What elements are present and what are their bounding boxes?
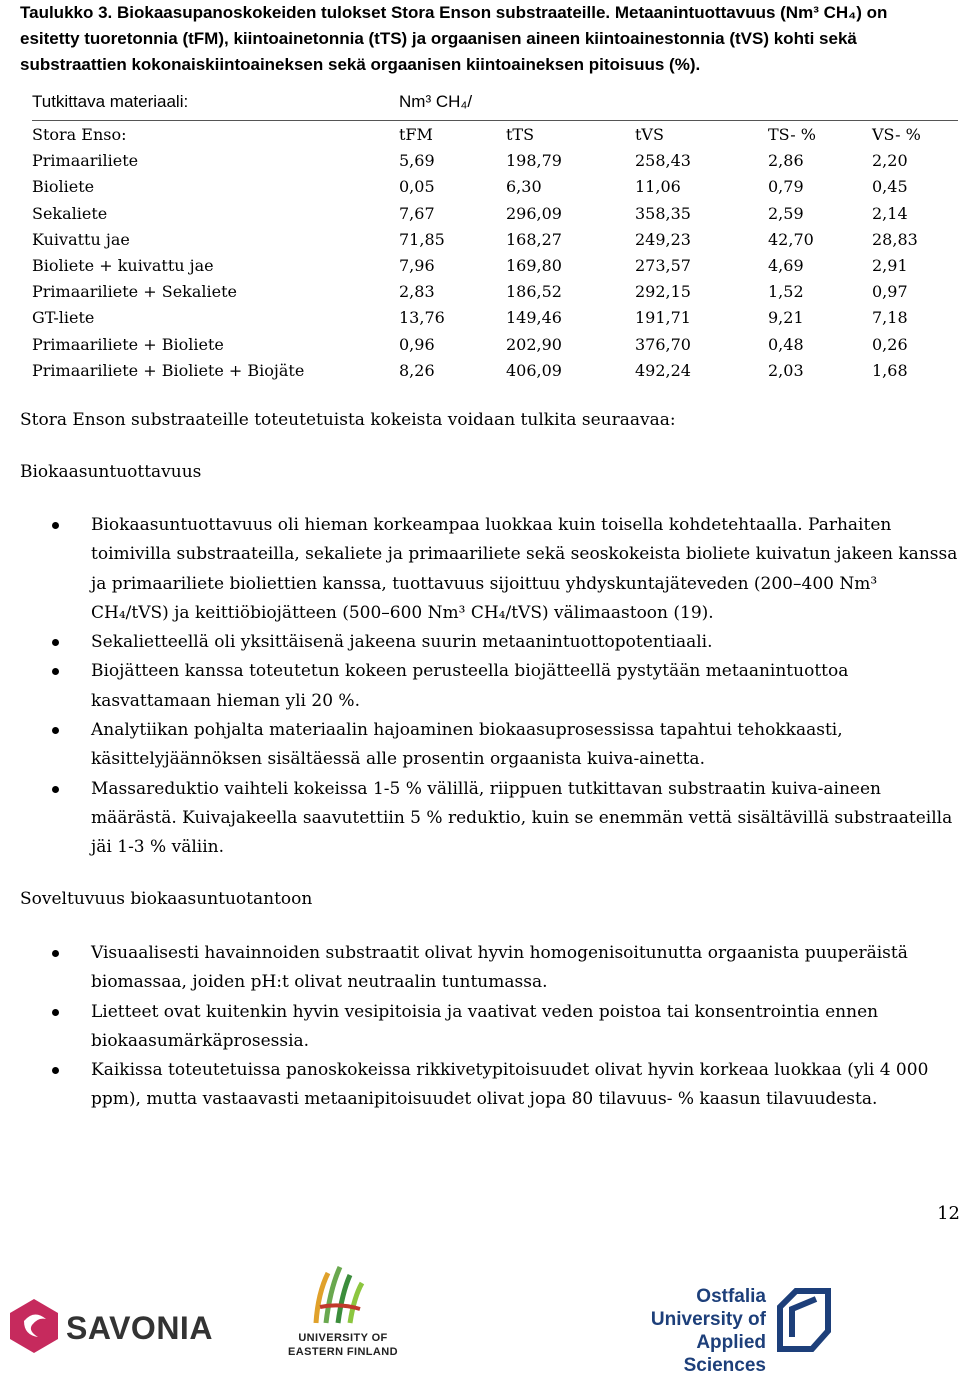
header-unit: Nm³ CH₄/ [399,92,473,111]
table-cell: TS- % [768,125,816,144]
table-header [32,90,958,120]
table-cell: 1,52 [768,282,804,302]
table-cell: 11,06 [635,177,681,197]
intro-text: Stora Enson substraateille toteutetuista kokeista voidaan tulkita seuraavaa: [20,410,676,430]
table-row [32,148,958,174]
table-cell: 0,97 [872,282,908,302]
bullet-icon [52,639,59,646]
table-cell: tFM [399,125,433,144]
table-cell: 13,76 [399,308,445,328]
table-cell: 1,68 [872,360,908,380]
bullet-icon [52,668,59,675]
suitability-bullet-list [20,939,960,1115]
table-cell: 4,69 [768,255,804,275]
uef-logo-text [283,1331,403,1359]
bullet-icon [52,1067,59,1074]
table-cell: tTS [506,125,535,144]
table-cell: 0,26 [872,334,908,354]
list-item-text: Lietteet ovat kuitenkin hyvin vesipitoisia ja vaativat veden poistoa tai konsentrointia ennen biokaasumärkäprosessia. [91,1001,879,1051]
table-cell: Primaariliete + Sekaliete [32,282,237,302]
bullet-icon [52,786,59,793]
table-cell: Kuivattu jae [32,229,130,249]
table-cell: GT-liete [32,308,95,328]
ostfalia-logo-line3: Applied Sciences [683,1332,766,1376]
list-item-text: Biojätteen kanssa toteutetun kokeen perusteella biojätteellä pystytään metaanintuottoa kasvattamaan hieman yli 20 %. [91,661,849,711]
table-cell: Stora Enso: [32,125,127,144]
table-cell: 273,57 [635,255,691,275]
table-cell: 0,48 [768,334,804,354]
table-cell: 0,79 [768,177,804,197]
table-cell: 191,71 [635,308,691,328]
list-item-text: Massareduktio vaihteli kokeissa 1-5 % välillä, riippuen tutkittavan substraatin kuiva-aineen määrästä. Kuivajakeella saavutettiin 5 % reduktio, kuin se enemmän vettä sisältävillä substraateilla jäi 1-3 % väliin. [91,778,953,858]
list-item [20,657,960,716]
table-cell: 7,18 [872,308,908,328]
table-row [32,253,958,279]
table-cell: 202,90 [506,334,562,354]
list-item-text: Biokaasuntuottavuus oli hieman korkeampaa luokkaa kuin toisella kohdetehtaalla. Parhaiten toimivilla substraateilla, sekaliete ja primaariliete sekä seoskokeista bioliete kuivatun jakeen kanssa ja primaariliete bioliettien kanssa, tuottavuus sijoittuu yhdyskuntajäteveden (200–400 Nm³ CH₄/tVS) ja keittiöbiojätteen (500–600 Nm³ CH₄/tVS) välimaastoon (19). [91,515,958,623]
ostfalia-logo-icon [776,1287,832,1353]
table-row [32,174,958,200]
table-cell: 7,96 [399,255,435,275]
table-cell: 292,15 [635,282,691,302]
table-cell: 42,70 [768,229,814,249]
table-cell: 376,70 [635,334,691,354]
table-cell: 186,52 [506,282,562,302]
list-item-text: Kaikissa toteutetuissa panoskokeissa rikkivetypitoisuudet olivat hyvin korkeaa luokkaa (yli 4 000 ppm), mutta vastaavasti metaanipitoisuudet olivat jopa 80 tilavuus- % kaasun tilavuudesta. [91,1060,929,1110]
ostfalia-logo-line2: University of [650,1309,766,1330]
table-cell: 9,21 [768,308,804,328]
table-cell: 169,80 [506,255,562,275]
table-cell: 0,96 [399,334,435,354]
table-cell: 28,83 [872,229,918,249]
section-heading-suitability: Soveltuvuus biokaasuntuotantoon [20,889,313,909]
table-cell: 406,09 [506,360,562,380]
list-item [20,511,960,628]
bullet-icon [52,727,59,734]
bullet-icon [52,950,59,957]
table-row [32,332,958,358]
list-item-text: Visuaalisesti havainnoiden substraatit olivat hyvin homogenisoitunutta orgaanista puuperäistä biomassaa, joiden pH:t olivat neutraalin tuntumassa. [91,943,908,993]
footer-logos [0,1255,960,1376]
table-cell: tVS [635,125,664,144]
table-row [32,227,958,253]
table-cell: 71,85 [399,229,445,249]
list-item [20,716,960,775]
uef-logo-icon [310,1263,370,1329]
table-cell: 198,79 [506,151,562,171]
table-cell: 2,86 [768,151,804,171]
table-cell: 2,83 [399,282,435,302]
table-row [32,305,958,331]
table-cell: Bioliete [32,177,95,197]
bullet-icon [52,1009,59,1016]
table-cell: 2,20 [872,151,908,171]
table-row [32,122,958,148]
table-cell: 7,67 [399,203,435,223]
list-item [20,628,960,657]
table-cell: 8,26 [399,360,435,380]
table-cell: 149,46 [506,308,562,328]
uef-logo-line1: UNIVERSITY OF [298,1332,388,1344]
table-cell: Primaariliete + Bioliete [32,334,224,354]
table-cell: 2,91 [872,255,908,275]
table-cell: 168,27 [506,229,562,249]
bullet-icon [52,522,59,529]
list-item [20,939,960,998]
list-item-text: Sekalietteellä oli yksittäisenä jakeena suurin metaanintuottopotentiaali. [91,632,713,653]
table-row [32,201,958,227]
table-cell: VS- % [872,125,921,144]
table-cell: Sekaliete [32,203,108,223]
table-cell: 258,43 [635,151,691,171]
list-item [20,1056,960,1115]
table-cell: 2,59 [768,203,804,223]
table-cell: 249,23 [635,229,691,249]
table-cell: 2,14 [872,203,908,223]
table-caption: Taulukko 3. Biokaasupanoskokeiden tulokset Stora Enson substraateille. Metaanintuottavuus (Nm³ CH₄) on esitetty tuoretonnia (tFM), kiintoainetonnia (tTS) ja orgaanisen aineen kiintoainestonnia (tVS) kohti sekä substraattien kokonaiskiintoaineksen sekä orgaanisen kiintoaineksen pitoisuus (%). [20,3,888,74]
table-cell: Primaariliete + Bioliete + Biojäte [32,360,305,380]
section-heading-productivity: Biokaasuntuottavuus [20,462,202,482]
table-cell: Bioliete + kuivattu jae [32,255,214,275]
page-number: 12 [937,1203,960,1224]
uef-logo-line2: EASTERN FINLAND [288,1346,398,1358]
ostfalia-logo-line1: Ostfalia [696,1286,766,1307]
table-cell: Primaariliete [32,151,139,171]
results-table [32,122,958,384]
table-cell: 358,35 [635,203,691,223]
header-material: Tutkittava materiaali: [32,92,189,111]
savonia-logo-icon [4,1295,64,1357]
table-cell: 6,30 [506,177,542,197]
table-row [32,279,958,305]
table-row [32,358,958,384]
productivity-bullet-list [20,511,960,863]
table-cell: 0,45 [872,177,908,197]
table-cell: 296,09 [506,203,562,223]
table-cell: 5,69 [399,151,435,171]
list-item [20,998,960,1057]
ostfalia-logo-text [646,1285,766,1377]
list-item [20,775,960,863]
table-cell: 492,24 [635,360,691,380]
table-divider [32,120,958,121]
table-cell: 2,03 [768,360,804,380]
savonia-logo-text: SAVONIA [66,1310,213,1346]
list-item-text: Analytiikan pohjalta materiaalin hajoaminen biokaasuprosessissa tapahtui tehokkaasti, käsittelyjäännöksen sisältäessä alle prosentin orgaanista kuiva-ainetta. [91,720,843,770]
table-cell: 0,05 [399,177,435,197]
